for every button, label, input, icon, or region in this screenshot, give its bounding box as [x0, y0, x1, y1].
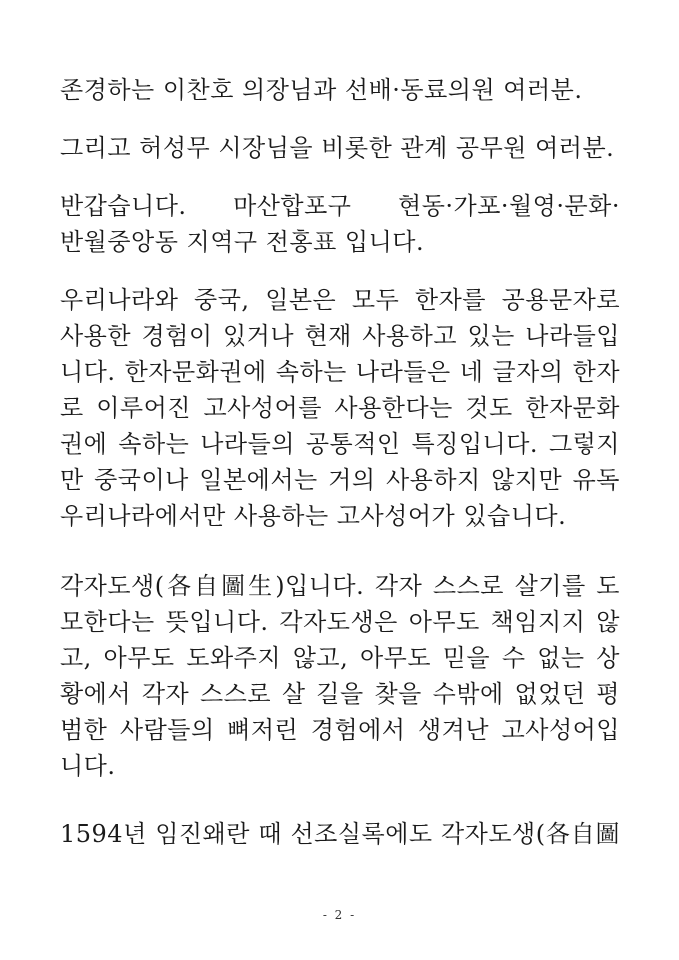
text-line: 그리고 허성무 시장님을 비롯한 관계 공무원 여러분. [60, 134, 615, 162]
text-line: 반갑습니다. 마산합포구 현동·가포·월영·문화· [60, 192, 620, 220]
text-line: 니다. [60, 752, 116, 780]
text-line: 사용한 경험이 있거나 현재 사용하고 있는 나라들입 [60, 322, 620, 350]
text-line: 황에서 각자 스스로 살 길을 찾을 수밖에 없었던 평 [60, 680, 620, 708]
text-line: 존경하는 이찬호 의장님과 선배·동료의원 여러분. [60, 76, 583, 104]
text-line: 1594년 임진왜란 때 선조실록에도 각자도생(各自圖 [60, 820, 620, 848]
text-line: 권에 속하는 나라들의 공통적인 특징입니다. 그렇지 [60, 430, 620, 458]
text-line: 고, 아무도 도와주지 않고, 아무도 믿을 수 없는 상 [60, 644, 620, 672]
text-line: 반월중앙동 지역구 전홍표 입니다. [60, 228, 425, 256]
text-line: 만 중국이나 일본에서는 거의 사용하지 않지만 유독 [60, 466, 620, 494]
page-number: - 2 - [322, 908, 357, 922]
text-line: 니다. 한자문화권에 속하는 나라들은 네 글자의 한자 [60, 358, 620, 386]
text-line: 범한 사람들의 뼈저린 경험에서 생겨난 고사성어입 [60, 716, 620, 744]
text-line: 우리나라에서만 사용하는 고사성어가 있습니다. [60, 502, 567, 530]
text-line: 로 이루어진 고사성어를 사용한다는 것도 한자문화 [60, 394, 620, 422]
text-line: 각자도생(各自圖生)입니다. 각자 스스로 살기를 도 [60, 572, 620, 600]
text-line: 모한다는 뜻입니다. 각자도생은 아무도 책임지지 않 [60, 608, 620, 636]
text-line: 우리나라와 중국, 일본은 모두 한자를 공용문자로 [60, 286, 620, 314]
